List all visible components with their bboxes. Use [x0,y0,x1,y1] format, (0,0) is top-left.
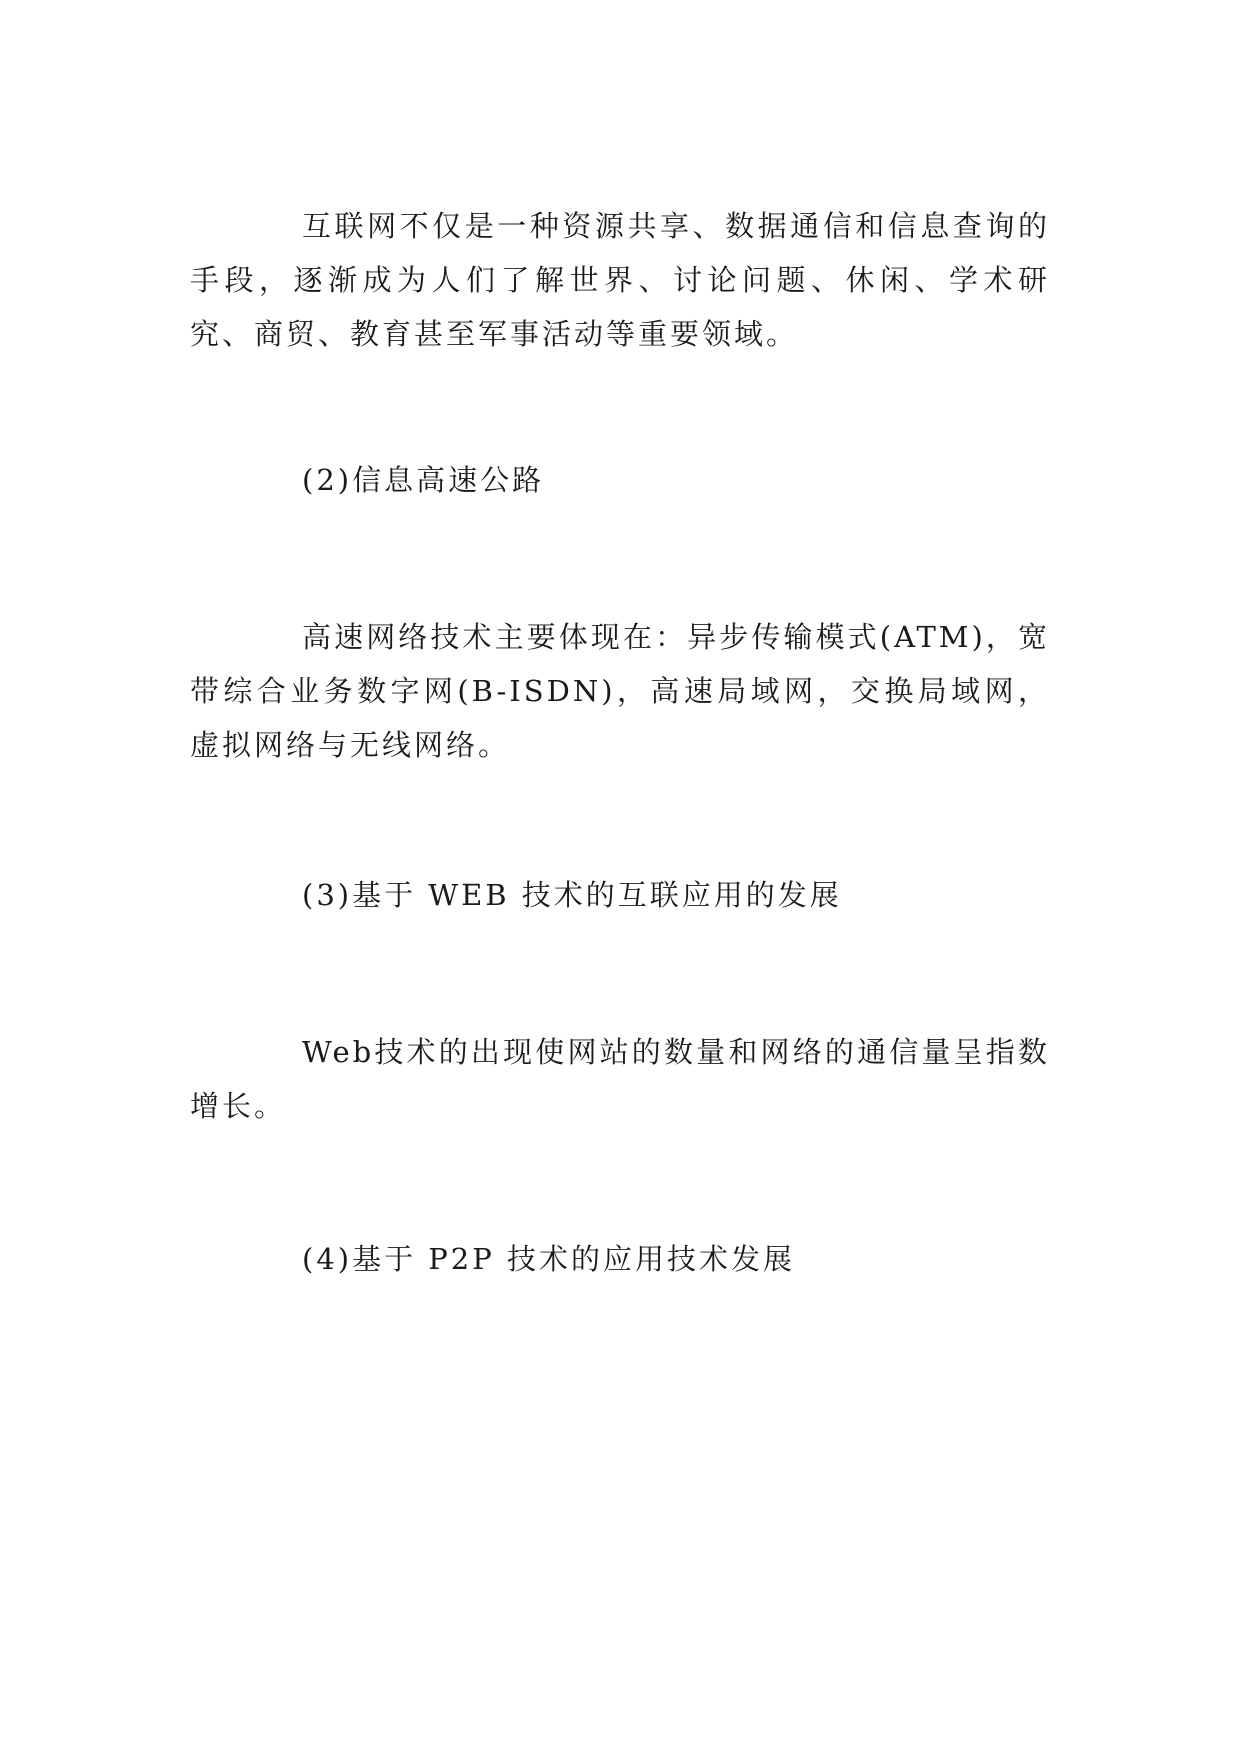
section-heading-information-highway: (2)信息高速公路 [302,463,545,497]
paragraph-internet-overview: 互联网不仅是一种资源共享、数据通信和信息查询的手段，逐渐成为人们了解世界、讨论问题、休闲、学术研究、商贸、教育甚至军事活动等重要领域。 [190,209,1050,351]
section-heading-web-technology: (3)基于 WEB 技术的互联应用的发展 [302,878,842,912]
paragraph-high-speed-network: 高速网络技术主要体现在：异步传输模式(ATM)，宽带综合业务数字网(B-ISDN)，高速局域网，交换局域网，虚拟网络与无线网络。 [190,620,1050,762]
paragraph-web-growth: Web技术的出现使网站的数量和网络的通信量呈指数增长。 [190,1035,1050,1123]
section-heading-p2p-technology: (4)基于 P2P 技术的应用技术发展 [302,1242,795,1276]
